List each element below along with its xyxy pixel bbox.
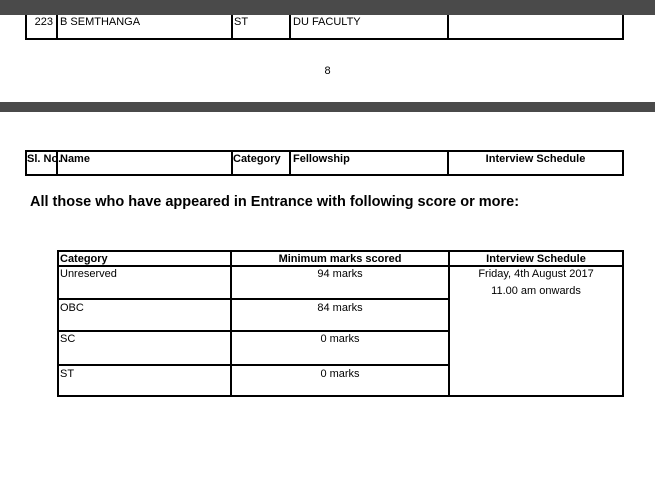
- current-page: [0, 112, 655, 490]
- score-header-marks: Minimum marks scored: [278, 253, 402, 265]
- row-fellowship: DU FACULTY: [293, 16, 361, 28]
- score-row-category: ST: [60, 368, 75, 380]
- page-number: 8: [324, 65, 331, 77]
- header-sl-no: Sl. No.: [27, 153, 62, 165]
- score-row-marks: 0 marks: [320, 333, 360, 345]
- schedule-date: Friday, 4th August 2017: [478, 268, 594, 280]
- score-header-schedule: Interview Schedule: [486, 253, 586, 265]
- score-row-marks: 0 marks: [320, 368, 360, 380]
- header-fellowship: Fellowship: [293, 153, 350, 165]
- score-header-category: Category: [60, 253, 108, 265]
- header-interview: Interview Schedule: [485, 153, 586, 165]
- score-row-marks: 94 marks: [317, 268, 363, 280]
- row-category: ST: [234, 16, 249, 28]
- score-row-category: SC: [60, 333, 76, 345]
- score-row-category: Unreserved: [60, 268, 117, 280]
- score-row-marks: 84 marks: [317, 302, 363, 314]
- row-sl-no: 223: [34, 16, 53, 28]
- schedule-time: 11.00 am onwards: [491, 285, 581, 297]
- header-name: Name: [60, 153, 90, 165]
- previous-page: [0, 0, 655, 102]
- section-heading: All those who have appeared in Entrance with following score or more:: [30, 194, 520, 210]
- row-name: B SEMTHANGA: [60, 16, 141, 28]
- header-category: Category: [233, 153, 281, 165]
- score-row-category: OBC: [60, 302, 84, 314]
